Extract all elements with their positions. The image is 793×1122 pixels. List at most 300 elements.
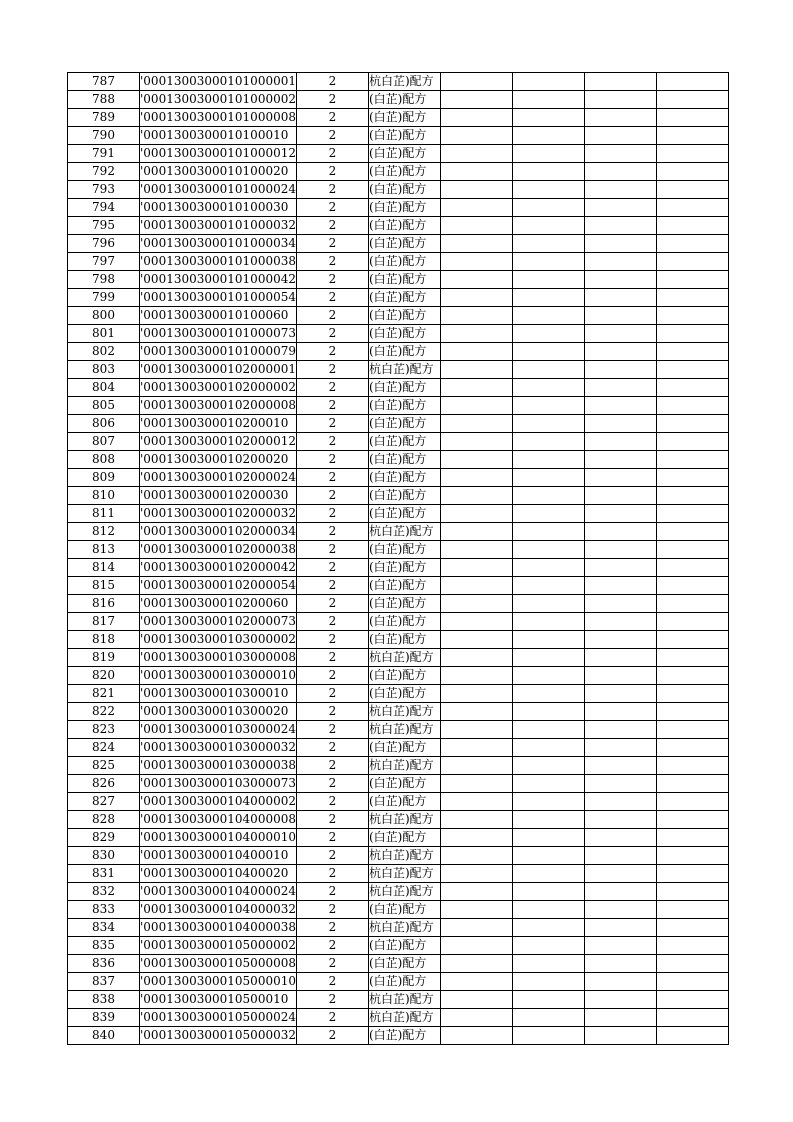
quantity-cell[interactable]: 2	[297, 235, 369, 253]
empty-cell[interactable]	[585, 145, 657, 163]
item-name-cell[interactable]: (白芷)配方	[369, 775, 441, 793]
empty-cell[interactable]	[657, 415, 729, 433]
empty-cell[interactable]	[441, 253, 513, 271]
quantity-cell[interactable]: 2	[297, 955, 369, 973]
empty-cell[interactable]	[513, 757, 585, 775]
quantity-cell[interactable]: 2	[297, 505, 369, 523]
empty-cell[interactable]	[585, 361, 657, 379]
empty-cell[interactable]	[441, 631, 513, 649]
empty-cell[interactable]	[585, 343, 657, 361]
quantity-cell[interactable]: 2	[297, 577, 369, 595]
empty-cell[interactable]	[513, 91, 585, 109]
empty-cell[interactable]	[585, 631, 657, 649]
empty-cell[interactable]	[441, 163, 513, 181]
quantity-cell[interactable]: 2	[297, 865, 369, 883]
row-number-cell[interactable]: 832	[68, 883, 140, 901]
item-code-cell[interactable]: '00013003000102000032	[140, 505, 297, 523]
empty-cell[interactable]	[513, 973, 585, 991]
empty-cell[interactable]	[657, 811, 729, 829]
empty-cell[interactable]	[441, 145, 513, 163]
item-name-cell[interactable]: 杭白芷)配方	[369, 649, 441, 667]
empty-cell[interactable]	[441, 667, 513, 685]
item-name-cell[interactable]: (白芷)配方	[369, 577, 441, 595]
item-name-cell[interactable]: (白芷)配方	[369, 559, 441, 577]
item-name-cell[interactable]: 杭白芷)配方	[369, 523, 441, 541]
row-number-cell[interactable]: 828	[68, 811, 140, 829]
empty-cell[interactable]	[657, 343, 729, 361]
item-code-cell[interactable]: '00013003000101000042	[140, 271, 297, 289]
row-number-cell[interactable]: 798	[68, 271, 140, 289]
item-name-cell[interactable]: 杭白芷)配方	[369, 991, 441, 1009]
empty-cell[interactable]	[441, 325, 513, 343]
empty-cell[interactable]	[585, 703, 657, 721]
empty-cell[interactable]	[657, 1027, 729, 1045]
empty-cell[interactable]	[585, 739, 657, 757]
empty-cell[interactable]	[513, 163, 585, 181]
empty-cell[interactable]	[585, 127, 657, 145]
empty-cell[interactable]	[585, 883, 657, 901]
empty-cell[interactable]	[657, 829, 729, 847]
row-number-cell[interactable]: 813	[68, 541, 140, 559]
quantity-cell[interactable]: 2	[297, 613, 369, 631]
empty-cell[interactable]	[657, 703, 729, 721]
empty-cell[interactable]	[585, 919, 657, 937]
empty-cell[interactable]	[513, 991, 585, 1009]
quantity-cell[interactable]: 2	[297, 253, 369, 271]
item-name-cell[interactable]: 杭白芷)配方	[369, 1009, 441, 1027]
empty-cell[interactable]	[513, 595, 585, 613]
item-code-cell[interactable]: '00013003000101000032	[140, 217, 297, 235]
item-code-cell[interactable]: '00013003000101000079	[140, 343, 297, 361]
empty-cell[interactable]	[441, 829, 513, 847]
empty-cell[interactable]	[513, 451, 585, 469]
row-number-cell[interactable]: 823	[68, 721, 140, 739]
empty-cell[interactable]	[513, 703, 585, 721]
empty-cell[interactable]	[513, 613, 585, 631]
empty-cell[interactable]	[513, 577, 585, 595]
empty-cell[interactable]	[585, 433, 657, 451]
empty-cell[interactable]	[585, 1027, 657, 1045]
empty-cell[interactable]	[513, 487, 585, 505]
quantity-cell[interactable]: 2	[297, 325, 369, 343]
item-code-cell[interactable]: '00013003000103000008	[140, 649, 297, 667]
quantity-cell[interactable]: 2	[297, 919, 369, 937]
row-number-cell[interactable]: 817	[68, 613, 140, 631]
empty-cell[interactable]	[657, 361, 729, 379]
empty-cell[interactable]	[513, 541, 585, 559]
item-code-cell[interactable]: '00013003000101000073	[140, 325, 297, 343]
empty-cell[interactable]	[513, 325, 585, 343]
empty-cell[interactable]	[441, 469, 513, 487]
empty-cell[interactable]	[657, 649, 729, 667]
item-name-cell[interactable]: (白芷)配方	[369, 451, 441, 469]
quantity-cell[interactable]: 2	[297, 973, 369, 991]
empty-cell[interactable]	[441, 775, 513, 793]
quantity-cell[interactable]: 2	[297, 883, 369, 901]
empty-cell[interactable]	[657, 397, 729, 415]
empty-cell[interactable]	[441, 613, 513, 631]
quantity-cell[interactable]: 2	[297, 631, 369, 649]
item-name-cell[interactable]: (白芷)配方	[369, 631, 441, 649]
item-code-cell[interactable]: '00013003000102000002	[140, 379, 297, 397]
item-name-cell[interactable]: (白芷)配方	[369, 271, 441, 289]
empty-cell[interactable]	[441, 685, 513, 703]
empty-cell[interactable]	[441, 505, 513, 523]
empty-cell[interactable]	[657, 127, 729, 145]
row-number-cell[interactable]: 787	[68, 73, 140, 91]
row-number-cell[interactable]: 836	[68, 955, 140, 973]
row-number-cell[interactable]: 825	[68, 757, 140, 775]
empty-cell[interactable]	[657, 685, 729, 703]
row-number-cell[interactable]: 829	[68, 829, 140, 847]
row-number-cell[interactable]: 816	[68, 595, 140, 613]
empty-cell[interactable]	[657, 181, 729, 199]
empty-cell[interactable]	[441, 307, 513, 325]
item-name-cell[interactable]: (白芷)配方	[369, 955, 441, 973]
empty-cell[interactable]	[441, 955, 513, 973]
empty-cell[interactable]	[657, 919, 729, 937]
item-name-cell[interactable]: (白芷)配方	[369, 181, 441, 199]
quantity-cell[interactable]: 2	[297, 775, 369, 793]
empty-cell[interactable]	[441, 865, 513, 883]
empty-cell[interactable]	[585, 91, 657, 109]
quantity-cell[interactable]: 2	[297, 217, 369, 235]
empty-cell[interactable]	[441, 811, 513, 829]
row-number-cell[interactable]: 800	[68, 307, 140, 325]
empty-cell[interactable]	[585, 289, 657, 307]
empty-cell[interactable]	[585, 469, 657, 487]
empty-cell[interactable]	[513, 181, 585, 199]
empty-cell[interactable]	[657, 991, 729, 1009]
row-number-cell[interactable]: 812	[68, 523, 140, 541]
empty-cell[interactable]	[513, 865, 585, 883]
item-code-cell[interactable]: '00013003000103000024	[140, 721, 297, 739]
empty-cell[interactable]	[441, 361, 513, 379]
empty-cell[interactable]	[585, 271, 657, 289]
item-code-cell[interactable]: '00013003000104000032	[140, 901, 297, 919]
empty-cell[interactable]	[513, 433, 585, 451]
quantity-cell[interactable]: 2	[297, 361, 369, 379]
empty-cell[interactable]	[657, 955, 729, 973]
empty-cell[interactable]	[513, 1009, 585, 1027]
empty-cell[interactable]	[585, 721, 657, 739]
item-code-cell[interactable]: '0001300300010200060	[140, 595, 297, 613]
empty-cell[interactable]	[657, 451, 729, 469]
item-code-cell[interactable]: '00013003000104000008	[140, 811, 297, 829]
empty-cell[interactable]	[513, 523, 585, 541]
item-name-cell[interactable]: (白芷)配方	[369, 163, 441, 181]
row-number-cell[interactable]: 790	[68, 127, 140, 145]
empty-cell[interactable]	[657, 793, 729, 811]
item-code-cell[interactable]: '00013003000101000024	[140, 181, 297, 199]
row-number-cell[interactable]: 791	[68, 145, 140, 163]
item-code-cell[interactable]: '0001300300010200010	[140, 415, 297, 433]
empty-cell[interactable]	[441, 757, 513, 775]
empty-cell[interactable]	[441, 289, 513, 307]
empty-cell[interactable]	[441, 217, 513, 235]
empty-cell[interactable]	[513, 217, 585, 235]
quantity-cell[interactable]: 2	[297, 109, 369, 127]
empty-cell[interactable]	[585, 775, 657, 793]
row-number-cell[interactable]: 822	[68, 703, 140, 721]
empty-cell[interactable]	[585, 109, 657, 127]
quantity-cell[interactable]: 2	[297, 757, 369, 775]
empty-cell[interactable]	[657, 541, 729, 559]
empty-cell[interactable]	[585, 559, 657, 577]
empty-cell[interactable]	[513, 127, 585, 145]
empty-cell[interactable]	[585, 505, 657, 523]
empty-cell[interactable]	[585, 199, 657, 217]
empty-cell[interactable]	[513, 559, 585, 577]
quantity-cell[interactable]: 2	[297, 595, 369, 613]
empty-cell[interactable]	[513, 253, 585, 271]
empty-cell[interactable]	[657, 91, 729, 109]
quantity-cell[interactable]: 2	[297, 487, 369, 505]
quantity-cell[interactable]: 2	[297, 991, 369, 1009]
item-code-cell[interactable]: '00013003000102000034	[140, 523, 297, 541]
empty-cell[interactable]	[585, 181, 657, 199]
empty-cell[interactable]	[657, 613, 729, 631]
row-number-cell[interactable]: 804	[68, 379, 140, 397]
empty-cell[interactable]	[657, 883, 729, 901]
empty-cell[interactable]	[657, 163, 729, 181]
item-code-cell[interactable]: '00013003000104000038	[140, 919, 297, 937]
empty-cell[interactable]	[585, 955, 657, 973]
row-number-cell[interactable]: 810	[68, 487, 140, 505]
row-number-cell[interactable]: 809	[68, 469, 140, 487]
empty-cell[interactable]	[513, 919, 585, 937]
item-code-cell[interactable]: '0001300300010300010	[140, 685, 297, 703]
item-code-cell[interactable]: '0001300300010200020	[140, 451, 297, 469]
empty-cell[interactable]	[657, 721, 729, 739]
empty-cell[interactable]	[513, 469, 585, 487]
empty-cell[interactable]	[657, 667, 729, 685]
empty-cell[interactable]	[585, 415, 657, 433]
empty-cell[interactable]	[513, 793, 585, 811]
empty-cell[interactable]	[585, 325, 657, 343]
item-code-cell[interactable]: '00013003000103000032	[140, 739, 297, 757]
item-name-cell[interactable]: (白芷)配方	[369, 937, 441, 955]
item-code-cell[interactable]: '00013003000101000001	[140, 73, 297, 91]
row-number-cell[interactable]: 803	[68, 361, 140, 379]
empty-cell[interactable]	[441, 793, 513, 811]
row-number-cell[interactable]: 808	[68, 451, 140, 469]
row-number-cell[interactable]: 837	[68, 973, 140, 991]
empty-cell[interactable]	[441, 523, 513, 541]
quantity-cell[interactable]: 2	[297, 307, 369, 325]
item-code-cell[interactable]: '0001300300010400020	[140, 865, 297, 883]
item-code-cell[interactable]: '0001300300010100030	[140, 199, 297, 217]
row-number-cell[interactable]: 807	[68, 433, 140, 451]
item-name-cell[interactable]: (白芷)配方	[369, 199, 441, 217]
item-name-cell[interactable]: (白芷)配方	[369, 541, 441, 559]
empty-cell[interactable]	[441, 73, 513, 91]
empty-cell[interactable]	[513, 1027, 585, 1045]
row-number-cell[interactable]: 826	[68, 775, 140, 793]
item-name-cell[interactable]: (白芷)配方	[369, 379, 441, 397]
item-code-cell[interactable]: '00013003000101000002	[140, 91, 297, 109]
empty-cell[interactable]	[657, 865, 729, 883]
item-name-cell[interactable]: 杭白芷)配方	[369, 361, 441, 379]
empty-cell[interactable]	[441, 199, 513, 217]
empty-cell[interactable]	[441, 559, 513, 577]
empty-cell[interactable]	[585, 847, 657, 865]
empty-cell[interactable]	[441, 901, 513, 919]
empty-cell[interactable]	[657, 901, 729, 919]
row-number-cell[interactable]: 797	[68, 253, 140, 271]
item-code-cell[interactable]: '00013003000102000012	[140, 433, 297, 451]
item-code-cell[interactable]: '00013003000105000002	[140, 937, 297, 955]
empty-cell[interactable]	[441, 937, 513, 955]
empty-cell[interactable]	[585, 937, 657, 955]
empty-cell[interactable]	[513, 415, 585, 433]
empty-cell[interactable]	[513, 397, 585, 415]
item-code-cell[interactable]: '00013003000101000038	[140, 253, 297, 271]
empty-cell[interactable]	[657, 973, 729, 991]
empty-cell[interactable]	[513, 73, 585, 91]
row-number-cell[interactable]: 801	[68, 325, 140, 343]
item-name-cell[interactable]: (白芷)配方	[369, 829, 441, 847]
item-name-cell[interactable]: (白芷)配方	[369, 127, 441, 145]
empty-cell[interactable]	[441, 595, 513, 613]
empty-cell[interactable]	[657, 577, 729, 595]
empty-cell[interactable]	[513, 505, 585, 523]
item-name-cell[interactable]: (白芷)配方	[369, 235, 441, 253]
empty-cell[interactable]	[657, 235, 729, 253]
empty-cell[interactable]	[585, 901, 657, 919]
quantity-cell[interactable]: 2	[297, 127, 369, 145]
empty-cell[interactable]	[513, 937, 585, 955]
empty-cell[interactable]	[513, 235, 585, 253]
empty-cell[interactable]	[513, 667, 585, 685]
empty-cell[interactable]	[441, 847, 513, 865]
row-number-cell[interactable]: 834	[68, 919, 140, 937]
item-name-cell[interactable]: 杭白芷)配方	[369, 703, 441, 721]
quantity-cell[interactable]: 2	[297, 703, 369, 721]
empty-cell[interactable]	[513, 289, 585, 307]
row-number-cell[interactable]: 792	[68, 163, 140, 181]
item-code-cell[interactable]: '0001300300010500010	[140, 991, 297, 1009]
quantity-cell[interactable]: 2	[297, 685, 369, 703]
empty-cell[interactable]	[657, 379, 729, 397]
empty-cell[interactable]	[585, 811, 657, 829]
item-name-cell[interactable]: (白芷)配方	[369, 685, 441, 703]
item-name-cell[interactable]: 杭白芷)配方	[369, 811, 441, 829]
item-code-cell[interactable]: '00013003000103000002	[140, 631, 297, 649]
empty-cell[interactable]	[513, 343, 585, 361]
empty-cell[interactable]	[441, 397, 513, 415]
empty-cell[interactable]	[585, 379, 657, 397]
item-name-cell[interactable]: (白芷)配方	[369, 1027, 441, 1045]
quantity-cell[interactable]: 2	[297, 847, 369, 865]
empty-cell[interactable]	[657, 325, 729, 343]
item-code-cell[interactable]: '00013003000102000008	[140, 397, 297, 415]
empty-cell[interactable]	[513, 901, 585, 919]
item-name-cell[interactable]: (白芷)配方	[369, 973, 441, 991]
item-name-cell[interactable]: 杭白芷)配方	[369, 847, 441, 865]
empty-cell[interactable]	[585, 973, 657, 991]
empty-cell[interactable]	[513, 631, 585, 649]
item-code-cell[interactable]: '00013003000101000008	[140, 109, 297, 127]
empty-cell[interactable]	[585, 73, 657, 91]
quantity-cell[interactable]: 2	[297, 433, 369, 451]
item-code-cell[interactable]: '0001300300010200030	[140, 487, 297, 505]
empty-cell[interactable]	[585, 451, 657, 469]
empty-cell[interactable]	[513, 883, 585, 901]
item-code-cell[interactable]: '0001300300010300020	[140, 703, 297, 721]
empty-cell[interactable]	[441, 451, 513, 469]
empty-cell[interactable]	[585, 577, 657, 595]
empty-cell[interactable]	[657, 523, 729, 541]
empty-cell[interactable]	[657, 271, 729, 289]
item-name-cell[interactable]: (白芷)配方	[369, 433, 441, 451]
item-code-cell[interactable]: '00013003000104000002	[140, 793, 297, 811]
item-name-cell[interactable]: 杭白芷)配方	[369, 919, 441, 937]
item-name-cell[interactable]: (白芷)配方	[369, 505, 441, 523]
empty-cell[interactable]	[441, 91, 513, 109]
quantity-cell[interactable]: 2	[297, 73, 369, 91]
item-name-cell[interactable]: (白芷)配方	[369, 145, 441, 163]
empty-cell[interactable]	[441, 379, 513, 397]
empty-cell[interactable]	[513, 811, 585, 829]
empty-cell[interactable]	[441, 487, 513, 505]
empty-cell[interactable]	[657, 253, 729, 271]
item-code-cell[interactable]: '00013003000104000010	[140, 829, 297, 847]
empty-cell[interactable]	[441, 343, 513, 361]
empty-cell[interactable]	[585, 595, 657, 613]
quantity-cell[interactable]: 2	[297, 343, 369, 361]
empty-cell[interactable]	[441, 127, 513, 145]
item-name-cell[interactable]: (白芷)配方	[369, 487, 441, 505]
row-number-cell[interactable]: 805	[68, 397, 140, 415]
empty-cell[interactable]	[657, 1009, 729, 1027]
empty-cell[interactable]	[513, 145, 585, 163]
item-name-cell[interactable]: (白芷)配方	[369, 613, 441, 631]
empty-cell[interactable]	[657, 469, 729, 487]
quantity-cell[interactable]: 2	[297, 289, 369, 307]
empty-cell[interactable]	[513, 847, 585, 865]
item-code-cell[interactable]: '00013003000105000032	[140, 1027, 297, 1045]
quantity-cell[interactable]: 2	[297, 811, 369, 829]
empty-cell[interactable]	[513, 955, 585, 973]
quantity-cell[interactable]: 2	[297, 271, 369, 289]
row-number-cell[interactable]: 838	[68, 991, 140, 1009]
row-number-cell[interactable]: 796	[68, 235, 140, 253]
quantity-cell[interactable]: 2	[297, 1009, 369, 1027]
empty-cell[interactable]	[585, 991, 657, 1009]
empty-cell[interactable]	[657, 145, 729, 163]
quantity-cell[interactable]: 2	[297, 937, 369, 955]
empty-cell[interactable]	[513, 307, 585, 325]
item-code-cell[interactable]: '00013003000101000012	[140, 145, 297, 163]
empty-cell[interactable]	[585, 397, 657, 415]
empty-cell[interactable]	[657, 307, 729, 325]
quantity-cell[interactable]: 2	[297, 793, 369, 811]
row-number-cell[interactable]: 827	[68, 793, 140, 811]
item-name-cell[interactable]: 杭白芷)配方	[369, 757, 441, 775]
empty-cell[interactable]	[585, 307, 657, 325]
quantity-cell[interactable]: 2	[297, 397, 369, 415]
empty-cell[interactable]	[441, 1009, 513, 1027]
row-number-cell[interactable]: 815	[68, 577, 140, 595]
empty-cell[interactable]	[657, 631, 729, 649]
item-code-cell[interactable]: '00013003000102000073	[140, 613, 297, 631]
row-number-cell[interactable]: 835	[68, 937, 140, 955]
quantity-cell[interactable]: 2	[297, 379, 369, 397]
empty-cell[interactable]	[513, 271, 585, 289]
empty-cell[interactable]	[441, 973, 513, 991]
empty-cell[interactable]	[657, 847, 729, 865]
